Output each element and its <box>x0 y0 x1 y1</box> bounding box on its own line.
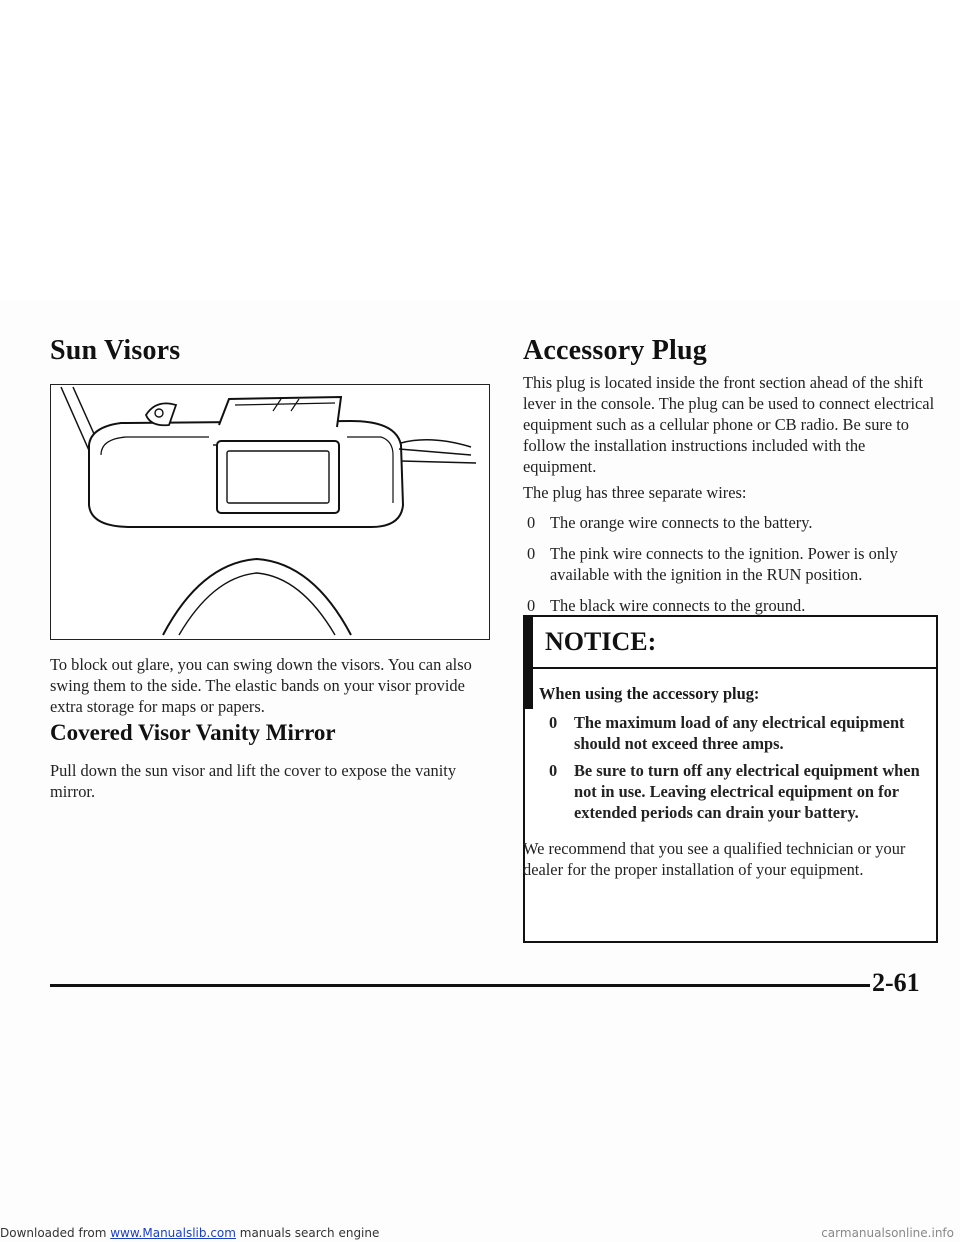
manualslib-link[interactable]: www.Manualslib.com <box>110 1226 236 1240</box>
recommend-text <box>523 838 938 880</box>
wire-list-item <box>523 595 938 616</box>
notice-item-max-load: The maximum load of any electrical equipment should not exceed three amps. <box>574 713 905 753</box>
bullet-glyph: 0 <box>527 544 536 563</box>
sun-visors-title-wrap <box>50 335 180 367</box>
wire-pink-text: The pink wire connects to the ignition. Power is only available with the ignition in the RUN position. <box>550 544 898 584</box>
bullet-glyph: 0 <box>527 513 536 532</box>
download-credit-suffix: manuals search engine <box>235 1226 380 1240</box>
notice-item-turn-off: Be sure to turn off any electrical equipment when not in use. Leaving electrical equipment on for extended periods can drain your battery. <box>574 761 920 822</box>
wire-list-item <box>523 512 938 533</box>
bullet-glyph: 0 <box>549 713 558 732</box>
sun-visor-drawing <box>51 385 488 638</box>
accessory-plug-title-wrap <box>523 335 707 367</box>
page-top-blank <box>0 0 960 300</box>
wires-intro <box>523 482 938 503</box>
notice-list-item <box>539 712 929 754</box>
sun-visor-illustration <box>50 384 490 640</box>
section-title-sun-visors: Sun Visors <box>50 335 181 366</box>
notice-heading: NOTICE: <box>545 627 657 656</box>
notice-list-item <box>539 760 929 823</box>
recommend-paragraph: We recommend that you see a qualified technician or your dealer for the proper installation of your equipment. <box>523 839 906 879</box>
vanity-mirror-subtitle-wrap <box>50 720 336 746</box>
download-credit <box>0 1226 379 1240</box>
wire-orange-text: The orange wire connects to the battery. <box>550 513 813 532</box>
notice-header-bar <box>525 617 533 669</box>
subsection-title-vanity-mirror: Covered Visor Vanity Mirror <box>50 720 336 745</box>
notice-header <box>525 617 936 669</box>
watermark: carmanualsonline.info <box>821 1226 954 1240</box>
vanity-mirror-text <box>50 760 480 802</box>
accessory-plug-intro <box>523 372 938 477</box>
notice-box <box>523 615 938 943</box>
section-title-accessory-plug: Accessory Plug <box>523 335 707 366</box>
page-number: 2-61 <box>872 968 920 997</box>
notice-body <box>525 669 936 943</box>
wire-black-text: The black wire connects to the ground. <box>550 596 806 615</box>
footer-rule <box>50 984 870 987</box>
wires-intro-paragraph: The plug has three separate wires: <box>523 483 747 502</box>
bullet-glyph: 0 <box>549 761 558 780</box>
wire-list <box>523 512 938 616</box>
sun-visors-text <box>50 654 480 717</box>
notice-body-bar <box>525 669 533 709</box>
sun-visors-paragraph: To block out glare, you can swing down the visors. You can also swing them to the side. The elastic bands on your visor provide extra storage for maps or papers. <box>50 655 472 716</box>
notice-intro: When using the accessory plug: <box>539 684 760 703</box>
wire-list-item <box>523 543 938 585</box>
bullet-glyph: 0 <box>527 596 536 615</box>
notice-content <box>539 683 929 823</box>
vanity-mirror-paragraph: Pull down the sun visor and lift the cover to expose the vanity mirror. <box>50 761 457 801</box>
accessory-plug-paragraph: This plug is located inside the front section ahead of the shift lever in the console. The plug can be used to connect electrical equipment such as a cellular phone or CB radio. Be sure to follow the installation instructions included with the equipment. <box>523 373 935 476</box>
download-credit-prefix: Downloaded from <box>0 1226 111 1240</box>
